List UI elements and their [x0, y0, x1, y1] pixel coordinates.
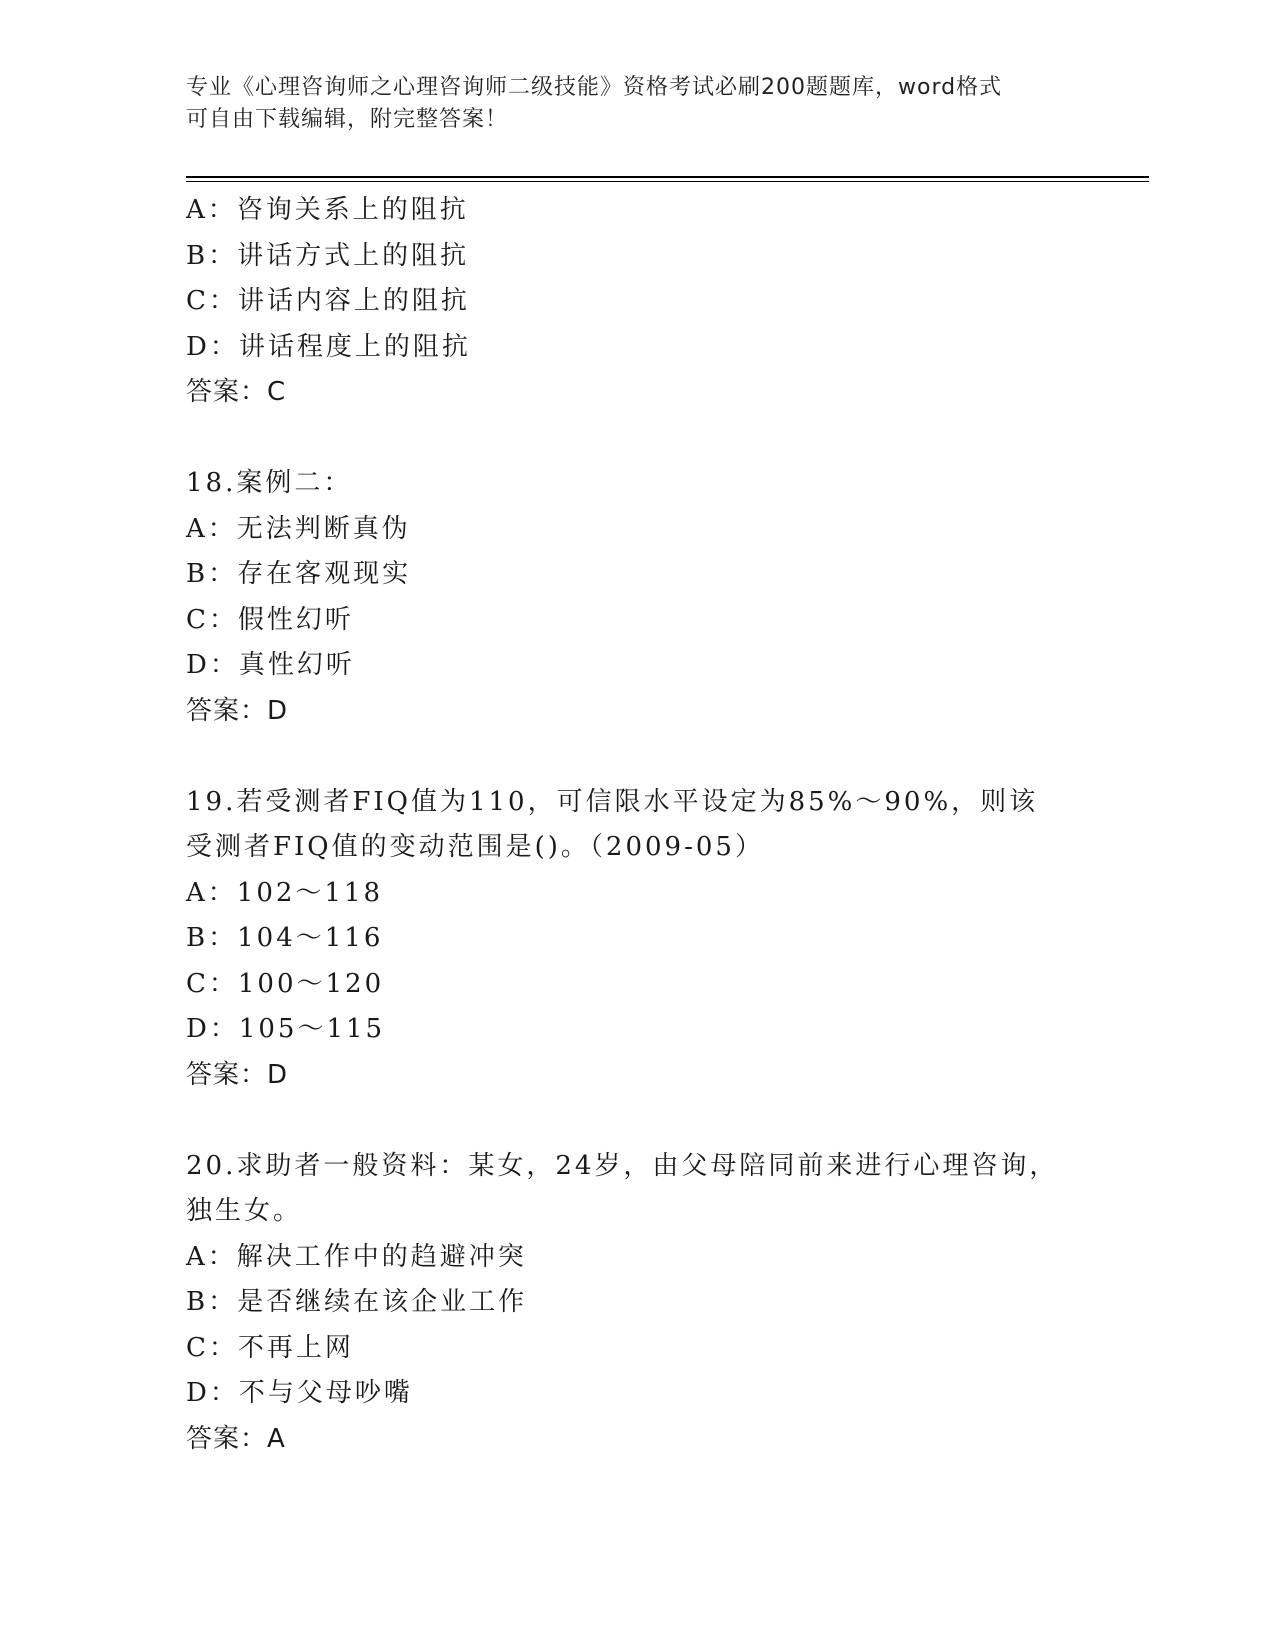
option-a: A：咨询关系上的阻抗: [186, 195, 469, 225]
question-20: [186, 1144, 1086, 1463]
spacer: [186, 734, 1086, 780]
header-divider-top: [186, 176, 1149, 178]
answer: 答案：D: [186, 695, 289, 726]
answer: 答案：C: [186, 377, 287, 407]
answer: 答案：D: [186, 1059, 289, 1090]
option-b: B：讲话方式上的阻抗: [186, 240, 470, 271]
option-a: A：102～118: [186, 877, 384, 908]
option-b: B：104～116: [186, 923, 384, 953]
option-a: A：无法判断真伪: [186, 513, 411, 544]
document-header: [186, 72, 1066, 136]
option-c: C：讲话内容上的阻抗: [186, 286, 470, 316]
spacer: [186, 1098, 1086, 1144]
question-17: [186, 188, 1086, 416]
question-19: [186, 780, 1086, 1099]
header-line-1: 专业《心理咨询师之心理咨询师二级技能》资格考试必刷200题题库，word格式: [186, 75, 1003, 100]
option-a: A：解决工作中的趋避冲突: [186, 1241, 527, 1272]
answer: 答案：A: [186, 1423, 286, 1454]
option-b: B：存在客观现实: [186, 559, 412, 589]
option-c: C：不再上网: [186, 1332, 354, 1363]
header-line-2: 可自由下载编辑，附完整答案！: [186, 107, 509, 132]
question-stem: 19.若受测者FIQ值为110，可信限水平设定为85%～90%，则该受测者FIQ值的变动范围是()。（2009-05）: [186, 786, 1039, 862]
option-d: D：不与父母吵嘴: [186, 1378, 413, 1408]
header-divider-bottom: [186, 181, 1149, 182]
question-list: [186, 188, 1086, 1462]
option-c: C：假性幻听: [186, 604, 354, 635]
question-stem: 18.案例二：: [186, 468, 353, 498]
option-d: D：讲话程度上的阻抗: [186, 331, 471, 362]
option-c: C：100～120: [186, 968, 385, 999]
option-d: D：105～115: [186, 1014, 386, 1044]
option-d: D：真性幻听: [186, 650, 355, 680]
spacer: [186, 416, 1086, 462]
question-stem: 20.求助者一般资料：某女，24岁，由父母陪同前来进行心理咨询，独生女。: [186, 1150, 1059, 1226]
option-b: B：是否继续在该企业工作: [186, 1287, 528, 1317]
question-18: [186, 461, 1086, 734]
